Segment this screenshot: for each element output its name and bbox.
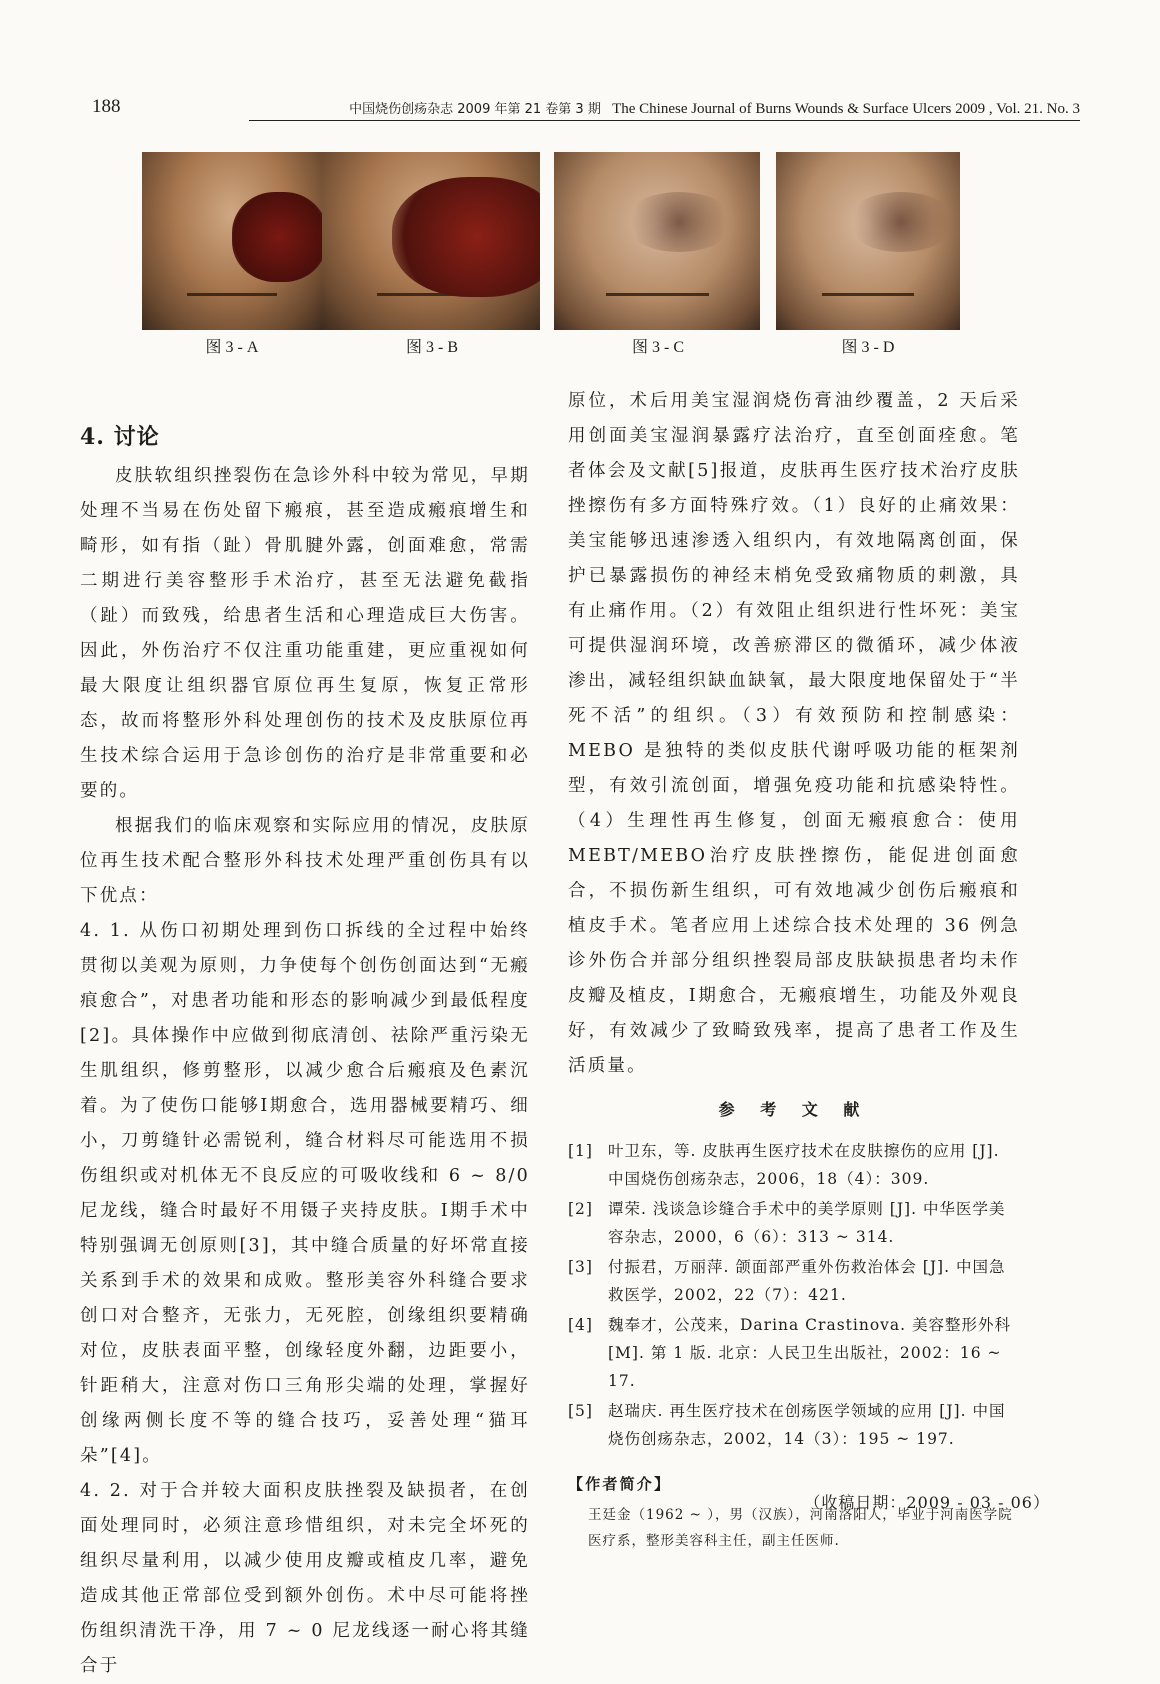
right-column	[568, 384, 1020, 1554]
figure-3c-caption: 图 3 - C	[631, 339, 684, 356]
figure-3a-caption: 图 3 - A	[205, 339, 259, 356]
page-number: 188	[92, 96, 121, 117]
figure-3b	[322, 152, 540, 356]
reference-number: [1]	[568, 1142, 593, 1160]
reference-number: [2]	[568, 1200, 593, 1218]
reference-item	[568, 1195, 1020, 1251]
figure-3a	[142, 152, 322, 356]
paragraph-4-1: 4. 1. 从伤口初期处理到伤口拆线的全过程中始终贯彻以美观为原则，力争使每个创伤创面达到“无瘢痕愈合”，对患者功能和形态的影响减少到最低程度[2]。具体操作中应做到彻底清创、祛除严重污染无生肌组织，修剪整形，以减少愈合后瘢痕及色素沉着。为了使伤口能够Ⅰ期愈合，选用器械要精巧、细小，刀剪缝针必需锐利，缝合材料尽可能选用不损伤组织或对机体无不良反应的可吸收线和 6 ~ 8/0 尼龙线，缝合时最好不用镊子夹持皮肤。Ⅰ期手术中特别强调无创原则[3]，其中缝合质量的好坏常直接关系到手术的效果和成败。整形美容外科缝合要求创口对合整齐，无张力，无死腔，创缘组织要精确对位，皮肤表面平整，创缘轻度外翻，边距要小，针距稍大，注意对伤口三角形尖端的处理，掌握好创缘两侧长度不等的缝合技巧，妥善处理“猫耳朵”[4]。	[80, 921, 530, 1466]
left-column	[80, 420, 530, 1684]
figure-3c	[554, 152, 760, 356]
reference-text: 叶卫东，等. 皮肤再生医疗技术在皮肤擦伤的应用 [J]. 中国烧伤创疡杂志，2006，18（4）：309.	[608, 1142, 1000, 1188]
figure-3b-photo	[322, 152, 540, 330]
figure-3b-caption: 图 3 - B	[405, 339, 458, 356]
figure-row	[0, 152, 1160, 382]
figure-3c-photo	[554, 152, 760, 330]
figure-3d-photo	[776, 152, 960, 330]
references-title: 参 考 文 献	[718, 1100, 870, 1119]
reference-item	[568, 1311, 1020, 1395]
reference-item	[568, 1397, 1020, 1453]
reference-number: [4]	[568, 1316, 593, 1334]
paragraph-continued: 原位，术后用美宝湿润烧伤膏油纱覆盖，2 天后采用创面美宝湿润暴露疗法治疗，直至创面痊愈。笔者体会及文献[5]报道，皮肤再生医疗技术治疗皮肤挫擦伤有多方面特殊疗效。（1）良好的止痛效果：美宝能够迅速渗透入组织内，有效地隔离创面，保护已暴露损伤的神经末梢免受致痛物质的刺激，具有止痛作用。（2）有效阻止组织进行性坏死：美宝可提供湿润环境，改善瘀滞区的微循环，减少体液渗出，减轻组织缺血缺氧，最大限度地保留处于“半死不活”的组织。（3）有效预防和控制感染：MEBO 是独特的类似皮肤代谢呼吸功能的框架剂型，有效引流创面，增强免疫功能和抗感染特性。（4）生理性再生修复，创面无瘢痕愈合：使用 MEBT/MEBO治疗皮肤挫擦伤，能促进创面愈合，不损伤新生组织，可有效地减少创伤后瘢痕和植皮手术。笔者应用上述综合技术处理的 36 例急诊外伤合并部分组织挫裂局部皮肤缺损患者均未作皮瓣及植皮，Ⅰ期愈合，无瘢痕增生，功能及外观良好，有效减少了致畸致残率，提高了患者工作及生活质量。	[568, 391, 1020, 1076]
reference-text: 赵瑞庆. 再生医疗技术在创疡医学领域的应用 [J]. 中国烧伤创疡杂志，2002，14（3）：195 ~ 197.	[608, 1402, 1006, 1448]
figure-3a-photo	[142, 152, 322, 330]
paragraph-4-2: 4. 2. 对于合并较大面积皮肤挫裂及缺损者，在创面处理同时，必须注意珍惜组织，对未完全坏死的组织尽量利用，以减少使用皮瓣或植皮几率，避免造成其他正常部位受到额外创伤。术中尽可能将挫伤组织清洗干净，用 7 ~ 0 尼龙线逐一耐心将其缝合于	[80, 1481, 530, 1676]
author-heading: 【作者简介】	[568, 1475, 672, 1493]
section-title: 4. 讨论	[80, 424, 160, 450]
reference-item	[568, 1137, 1020, 1193]
received-date: （收稿日期：2009 - 03 - 06）	[804, 1493, 1050, 1512]
reference-text: 魏奉才，公茂来，Darina Crastinova. 美容整形外科 [M]. 第 1 版. 北京：人民卫生出版社，2002：16 ~ 17.	[608, 1316, 1012, 1390]
paragraph-1: 皮肤软组织挫裂伤在急诊外科中较为常见，早期处理不当易在伤处留下瘢痕，甚至造成瘢痕增生和畸形，如有指（趾）骨肌腱外露，创面难愈，常需二期进行美容整形手术治疗，甚至无法避免截指（趾）而致残，给患者生活和心理造成巨大伤害。因此，外伤治疗不仅注重功能重建，更应重视如何最大限度让组织器官原位再生复原，恢复正常形态，故而将整形外科处理创伤的技术及皮肤原位再生技术综合运用于急诊创伤的治疗是非常重要和必要的。	[80, 466, 530, 801]
author-bio: 王廷金（1962 ~ ），男（汉族），河南洛阳人，毕业于河南医学院医疗系，整形美容科主任，副主任医师.	[588, 1507, 1013, 1549]
paragraph-2: 根据我们的临床观察和实际应用的情况，皮肤原位再生技术配合整形外科技术处理严重创伤具有以下优点：	[80, 816, 530, 906]
reference-text: 付振君，万丽萍. 颌面部严重外伤救治体会 [J]. 中国急救医学，2002，22（7）：421.	[608, 1258, 1006, 1304]
journal-title-en: The Chinese Journal of Burns Wounds & Surface Ulcers 2009 , Vol. 21. No. 3	[612, 101, 1080, 117]
page-header	[92, 96, 1080, 122]
figure-3d	[776, 152, 960, 356]
header-rule	[249, 120, 1080, 121]
reference-number: [3]	[568, 1258, 593, 1276]
journal-title-cn: 中国烧伤创疡杂志 2009 年第 21 卷第 3 期	[349, 102, 601, 117]
reference-item	[568, 1253, 1020, 1309]
figure-3d-caption: 图 3 - D	[841, 339, 895, 356]
reference-text: 谭荣. 浅谈急诊缝合手术中的美学原则 [J]. 中华医学美容杂志，2000，6（6）：313 ~ 314.	[608, 1200, 1006, 1246]
reference-number: [5]	[568, 1402, 593, 1420]
reference-list	[568, 1137, 1020, 1453]
running-head	[349, 98, 1080, 118]
